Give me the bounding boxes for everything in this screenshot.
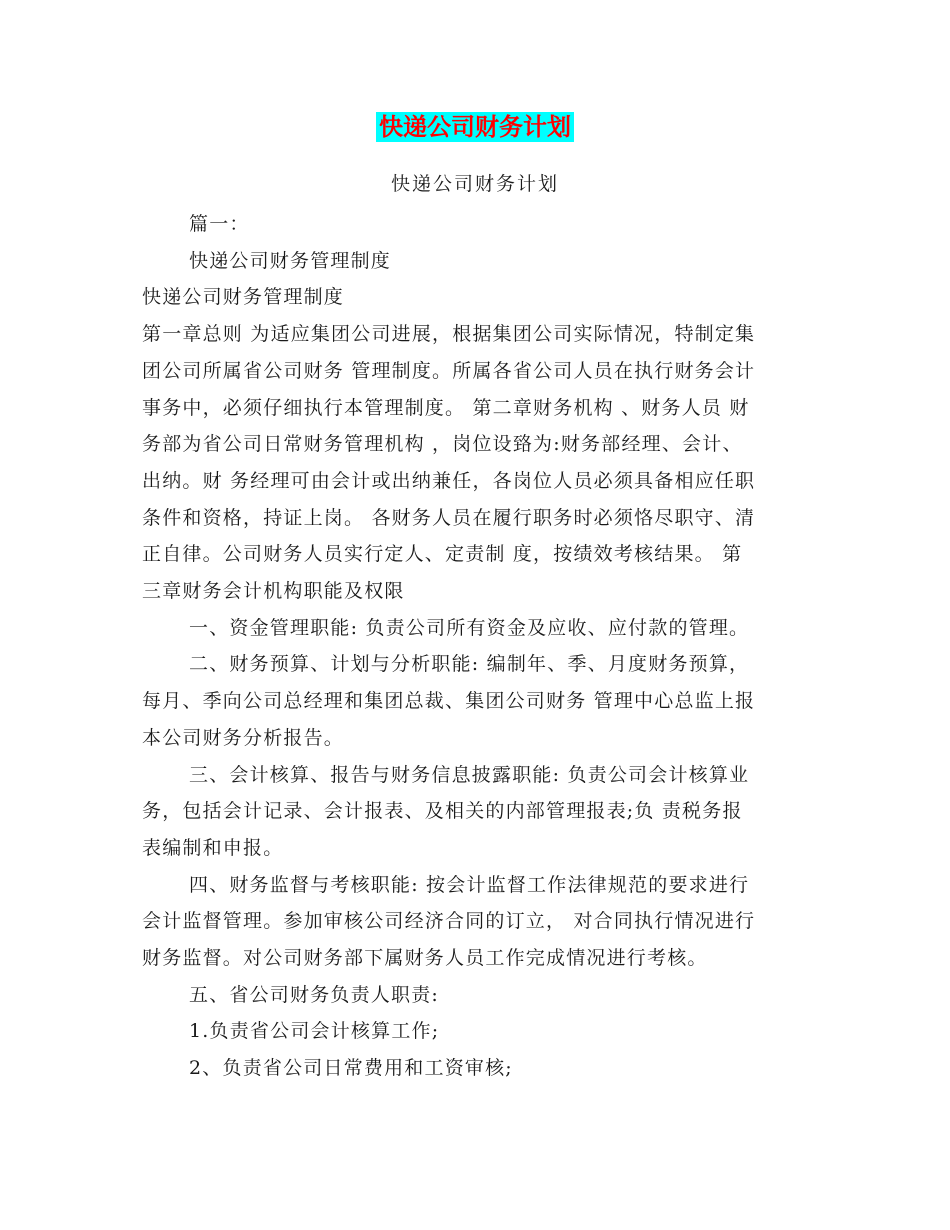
list-item: 一、资金管理职能: 负责公司所有资金及应收、应付款的管理。: [189, 616, 750, 639]
paragraph-line: 第一章总则 为适应集团公司进展，根据集团公司实际情况，特制定集: [142, 323, 756, 346]
paragraph-line: 三章财务会计机构职能及权限: [142, 580, 405, 603]
list-item: 三、会计核算、报告与财务信息披露职能: 负责公司会计核算业: [189, 763, 750, 786]
paragraph-line: 务，包括会计记录、会计报表、及相关的内部管理报表;负 责税务报: [142, 800, 743, 823]
paragraph-line: 务部为省公司日常财务管理机构 ，岗位设臵为:财务部经理、会计、: [142, 433, 743, 456]
paragraph-line: 每月、季向公司总经理和集团总裁、集团公司财务 管理中心总监上报: [142, 690, 756, 713]
paragraph-line: 正自律。公司财务人员实行定人、定责制 度，按绩效考核结果。 第: [142, 543, 743, 566]
paragraph-line: 会计监督管理。参加审核公司经济合同的订立， 对合同执行情况进行: [142, 910, 756, 933]
list-item: 五、省公司财务负责人职责:: [189, 983, 440, 1006]
list-item: 二、财务预算、计划与分析职能: 编制年、季、月度财务预算，: [189, 653, 750, 676]
title-container: [0, 112, 950, 142]
article-heading: 快递公司财务管理制度: [189, 249, 392, 272]
list-item: 2、负责省公司日常费用和工资审核;: [189, 1057, 513, 1080]
paragraph-line: 出纳。财 务经理可由会计或出纳兼任，各岗位人员必须具备相应任职: [142, 469, 756, 492]
list-item: 1.负责省公司会计核算工作;: [189, 1020, 440, 1043]
paragraph-line: 表编制和申报。: [142, 836, 284, 859]
document-title: 快递公司财务计划: [376, 112, 574, 142]
list-item: 四、财务监督与考核职能: 按会计监督工作法律规范的要求进行: [189, 873, 750, 896]
paragraph-line: 条件和资格，持证上岗。 各财务人员在履行职务时必须恪尽职守、清: [142, 506, 756, 529]
paragraph-line: 本公司财务分析报告。: [142, 726, 345, 749]
paragraph-line: 团公司所属省公司财务 管理制度。所属各省公司人员在执行财务会计: [142, 359, 756, 382]
article-title: 快递公司财务管理制度: [142, 286, 345, 309]
section-heading: 篇一：: [189, 213, 250, 235]
document-subtitle: 快递公司财务计划: [390, 173, 559, 195]
paragraph-line: 财务监督。对公司财务部下属财务人员工作完成情况进行考核。: [142, 947, 708, 970]
paragraph-line: 事务中，必须仔细执行本管理制度。 第二章财务机构 、财务人员 财: [142, 396, 750, 419]
document-body: [142, 206, 808, 1087]
